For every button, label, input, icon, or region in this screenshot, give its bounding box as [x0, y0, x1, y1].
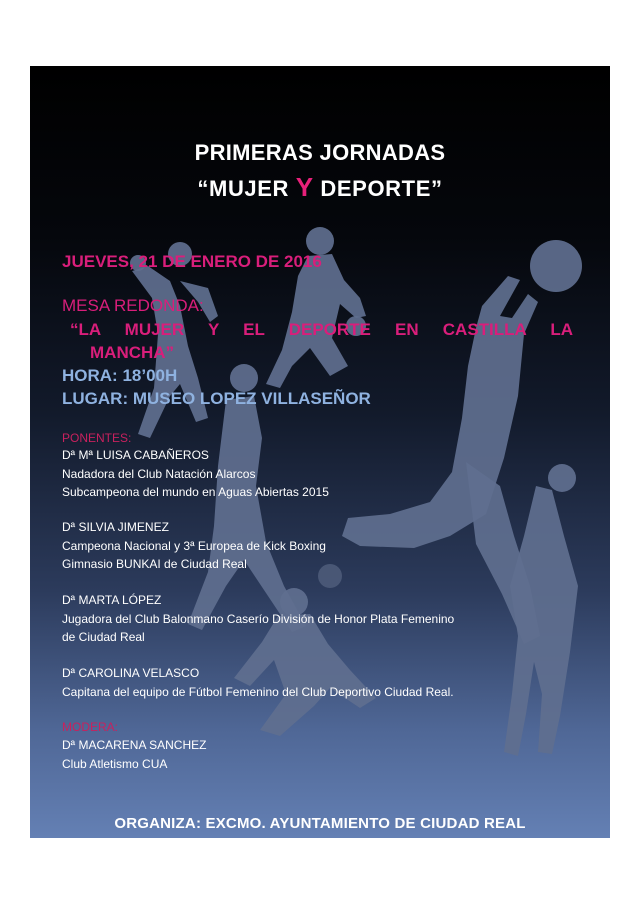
speaker-detail: Campeona Nacional y 3ª Europea de Kick Boxing: [62, 539, 326, 553]
speaker-name: Dª CAROLINA VELASCO: [62, 666, 200, 680]
speaker-detail: de Ciudad Real: [62, 630, 145, 644]
round-table-title-cont: MANCHA”: [90, 343, 175, 362]
moderator-detail: Club Atletismo CUA: [62, 757, 168, 771]
mesa-redonda-label: MESA REDONDA:: [62, 296, 204, 315]
speaker-name: Dª Mª LUISA CABAÑEROS: [62, 448, 209, 462]
speaker-name: Dª MARTA LÓPEZ: [62, 593, 162, 607]
netball-player-silhouette: [504, 464, 578, 756]
organizer-footer: ORGANIZA: EXCMO. AYUNTAMIENTO DE CIUDAD REAL: [114, 815, 526, 832]
football-player-silhouette: [234, 564, 376, 736]
speaker-detail: Capitana del equipo de Fútbol Femenino del Club Deportivo Ciudad Real.: [62, 685, 454, 699]
event-date: JUEVES, 21 DE ENERO DE 2016: [62, 252, 322, 271]
speaker-name: Dª SILVIA JIMENEZ: [62, 520, 169, 534]
ponentes-label: PONENTES:: [62, 431, 132, 445]
speaker-detail: Nadadora del Club Natación Alarcos: [62, 467, 256, 481]
speaker-detail: Subcampeona del mundo en Aguas Abiertas 2015: [62, 485, 329, 499]
title-line-2: [30, 172, 610, 203]
round-table-title: “LA MUJER Y EL DEPORTE EN CASTILLA LA: [70, 320, 573, 339]
event-poster: [30, 66, 610, 838]
title-quote-open: “MUJER: [197, 176, 296, 201]
title-y-accent: Y: [295, 172, 314, 202]
speaker-detail: Gimnasio BUNKAI de Ciudad Real: [62, 557, 247, 571]
event-time: HORA: 18’00H: [62, 366, 178, 385]
title-line-1: PRIMERAS JORNADAS: [194, 140, 446, 165]
speaker-detail: Jugadora del Club Balonmano Caserío División de Honor Plata Femenino: [62, 612, 455, 626]
moderator-name: Dª MACARENA SANCHEZ: [62, 738, 207, 752]
event-location: LUGAR: MUSEO LOPEZ VILLASEÑOR: [62, 389, 371, 408]
modera-label: MODERA:: [62, 720, 119, 734]
title-quote-close: DEPORTE”: [313, 176, 443, 201]
